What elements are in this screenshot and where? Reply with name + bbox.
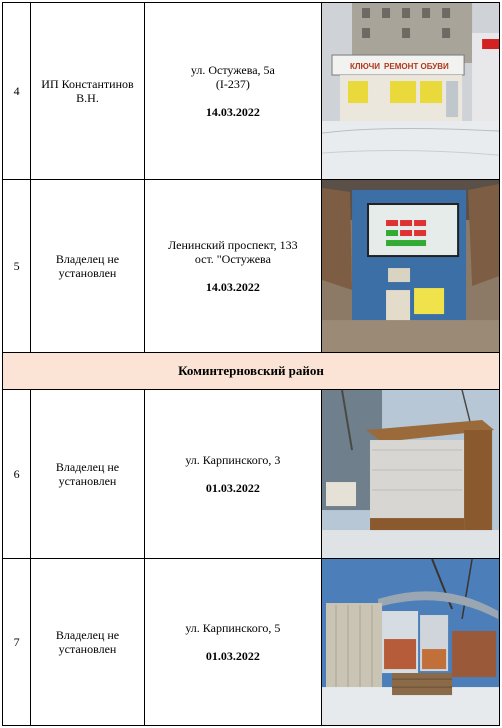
sign-keys: КЛЮЧИ: [349, 62, 380, 72]
address-note: ост. "Остужева: [194, 252, 271, 267]
address-line: ул. Остужева, 5а: [190, 63, 275, 78]
sign-shoe-repair: РЕМОНТ ОБУВИ: [383, 62, 449, 72]
address-cell: [144, 3, 321, 180]
vending-machine-photo: [322, 180, 499, 352]
owner-cell: Владелец не установлен: [31, 559, 145, 726]
table-row: [3, 390, 500, 559]
table-row: [3, 559, 500, 726]
address-line: ул. Карпинского, 5: [185, 621, 281, 636]
photo-cell: [321, 390, 499, 559]
district-title: Коминтерновский район: [3, 353, 500, 390]
address-cell: [144, 559, 321, 726]
kiosk-table: [2, 2, 500, 726]
address-note: (I-237): [215, 77, 250, 92]
row-number: 5: [3, 180, 31, 353]
kiosk-photo: [322, 559, 499, 725]
inspection-date: 01.03.2022: [205, 649, 260, 664]
photo-cell: [321, 3, 499, 180]
district-section: [3, 353, 500, 390]
inspection-date: 14.03.2022: [205, 105, 260, 120]
address-cell: [144, 390, 321, 559]
table-row: [3, 180, 500, 353]
owner-cell: ИП Константинов В.Н.: [31, 3, 145, 180]
address-line: Ленинский проспект, 133: [168, 238, 298, 253]
address-cell: [144, 180, 321, 353]
photo-cell: [321, 559, 499, 726]
row-number: 7: [3, 559, 31, 726]
inspection-date: 01.03.2022: [205, 481, 260, 496]
address-line: ул. Карпинского, 3: [185, 453, 281, 468]
owner-cell: Владелец не установлен: [31, 390, 145, 559]
row-number: 6: [3, 390, 31, 559]
owner-cell: Владелец не установлен: [31, 180, 145, 353]
kiosk-photo: [322, 3, 499, 179]
table-row: [3, 3, 500, 180]
kiosk-photo: [322, 390, 499, 558]
row-number: 4: [3, 3, 31, 180]
photo-cell: [321, 180, 499, 353]
inspection-date: 14.03.2022: [205, 280, 260, 295]
